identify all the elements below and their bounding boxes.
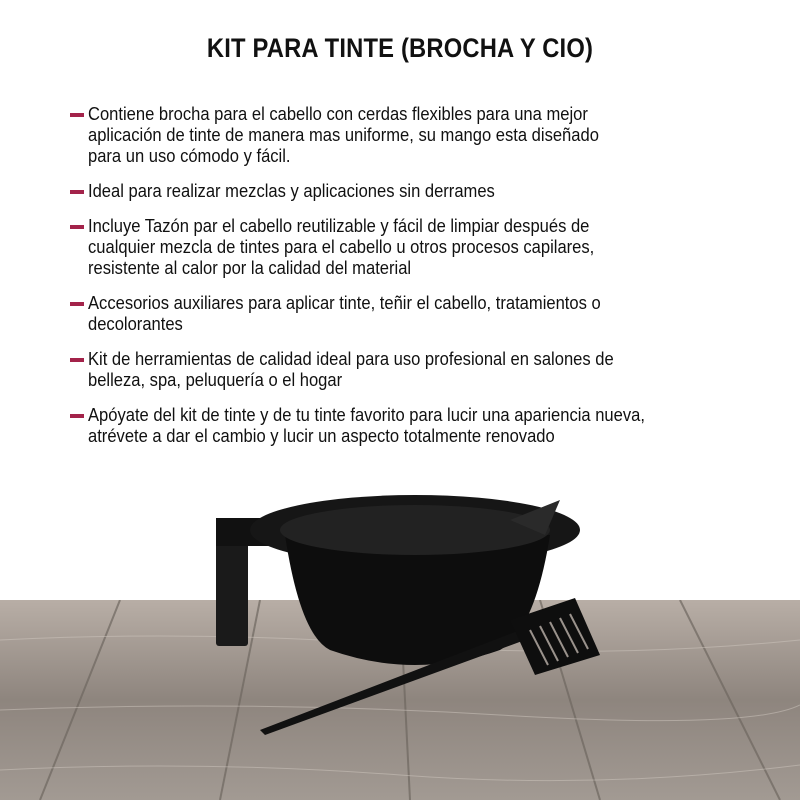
feature-text-line: resistente al calor por la calidad del material bbox=[88, 258, 412, 278]
bullet-dash-icon bbox=[70, 113, 84, 117]
feature-text-line: cualquier mezcla de tintes para el cabello u otros procesos capilares, bbox=[88, 237, 595, 257]
feature-text-line: Apóyate del kit de tinte y de tu tinte favorito para lucir una apariencia nueva, bbox=[88, 405, 645, 425]
bullet-dash-icon bbox=[70, 225, 84, 229]
product-title: KIT PARA TINTE (BROCHA Y CIO) bbox=[206, 33, 594, 63]
bullet-dash-icon bbox=[70, 358, 84, 362]
feature-text-line: atrévete a dar el cambio y lucir un aspecto totalmente renovado bbox=[88, 426, 555, 446]
feature-item bbox=[68, 405, 788, 447]
feature-item bbox=[68, 349, 788, 391]
bullet-dash-icon bbox=[70, 302, 84, 306]
feature-text-line: Kit de herramientas de calidad ideal para uso profesional en salones de bbox=[88, 349, 614, 369]
feature-list bbox=[68, 104, 788, 461]
feature-item bbox=[68, 216, 788, 279]
feature-text-line: decolorantes bbox=[88, 314, 183, 334]
feature-item bbox=[68, 293, 788, 335]
feature-text-line: Contiene brocha para el cabello con cerdas flexibles para una mejor bbox=[88, 104, 588, 124]
dye-bowl-and-brush-image bbox=[0, 480, 800, 800]
feature-text-line: Incluye Tazón par el cabello reutilizable y fácil de limpiar después de bbox=[88, 216, 590, 236]
feature-item bbox=[68, 104, 788, 167]
bullet-dash-icon bbox=[70, 190, 84, 194]
feature-text-line: aplicación de tinte de manera mas uniforme, su mango esta diseñado bbox=[88, 125, 599, 145]
feature-text-line: Ideal para realizar mezclas y aplicaciones sin derrames bbox=[88, 181, 495, 201]
feature-text-line: Accesorios auxiliares para aplicar tinte, teñir el cabello, tratamientos o bbox=[88, 293, 601, 313]
bullet-dash-icon bbox=[70, 414, 84, 418]
feature-text-line: para un uso cómodo y fácil. bbox=[88, 146, 291, 166]
feature-text-line: belleza, spa, peluquería o el hogar bbox=[88, 370, 343, 390]
feature-item bbox=[68, 181, 788, 202]
